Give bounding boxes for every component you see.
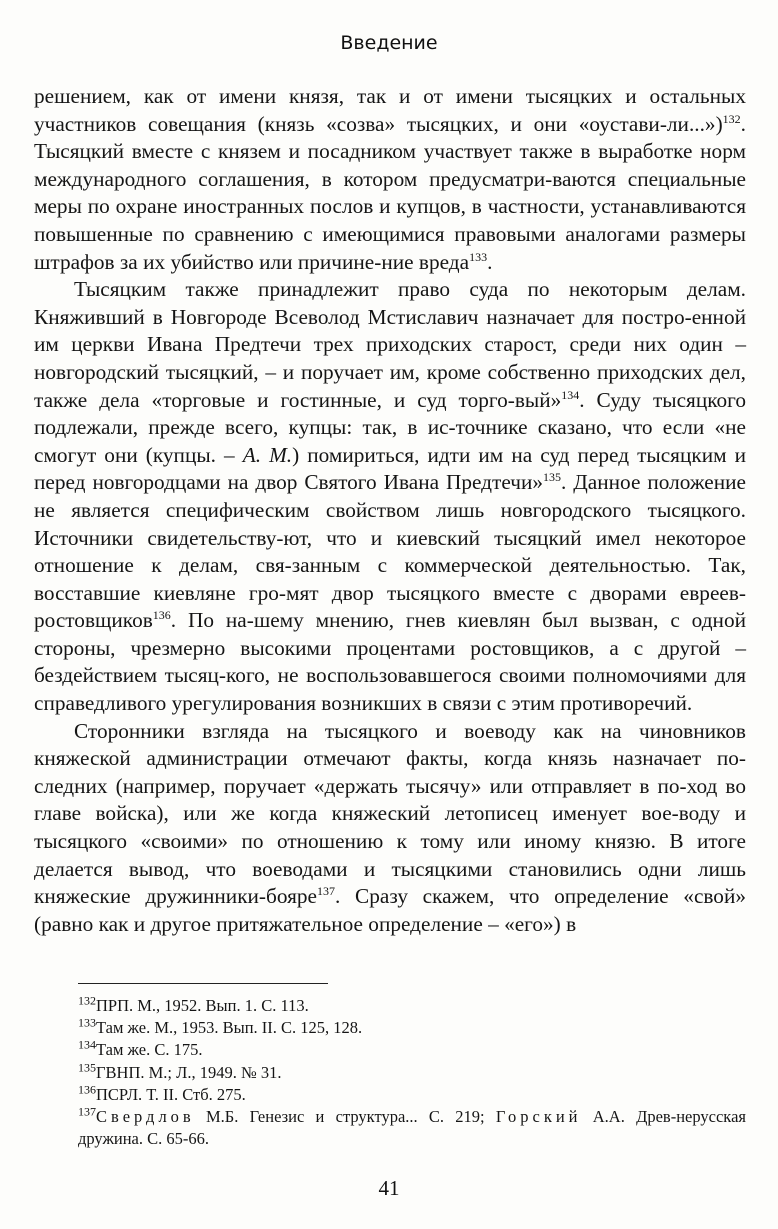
text-run: решением, как от имени князя, так и от имени тысяцких и остальных участников совещания (князь «созва» тысяцких, и они «оустави-ли...»): [34, 84, 746, 136]
text-run: ) помириться, идти им на суд перед тысяцким и перед новгородцами на двор Святого Ивана Предтечи»: [34, 442, 746, 495]
footnote-text: ПСРЛ. Т. II. Стб. 275.: [96, 1084, 246, 1104]
text-run: . По на-шему мнению, гнев киевлян был вызван, с одной стороны, чрезмерно высокими процентами ростовщиков, а с другой – бездействием тысяц-кого, не воспользовавшегося своими полномочиями для справедливого урегулирования возникших в связи с этим противоречий.: [34, 608, 746, 716]
footnote: [78, 1062, 746, 1084]
footnote-text: Там же. М., 1953. Вып. II. С. 125, 128.: [96, 1018, 363, 1038]
footnote-ref-135: 135: [543, 470, 562, 485]
footnote: [78, 995, 746, 1017]
footnote: [78, 1084, 746, 1106]
footnote-number: 132: [78, 993, 96, 1008]
footnote-number: 135: [78, 1060, 96, 1075]
footnote-text: ПРП. М., 1952. Вып. 1. С. 113.: [96, 996, 309, 1015]
cited-author: Свердлов: [96, 1107, 195, 1127]
footnote: [78, 1017, 746, 1039]
footnote-ref-137: 137: [317, 884, 336, 899]
text-run: Сторонники взгляда на тысяцкого и воеводу как на чиновников княжеской администрации отмечают факты, когда князь назначает по-следних (например, поручает «держать тысячу» или отправляет в по-ход во главе войска), или же когда княжеский летописец именует вое-воду и тысяцкого «своими» по отношению к тому или иному князю. В итоге делается вывод, что воеводами и тысяцкими становились одни лишь княжеские дружинники-бояре: [34, 718, 746, 909]
footnote-ref-134: 134: [561, 387, 580, 402]
footnote-divider: [78, 983, 328, 984]
text-run: . Тысяцкий вместе с князем и посадником участвует также в выработке норм международного соглашения, в котором предусматри-ваются специальные меры по охране иностранных послов и купцов, в частности, устанавливаются повышенные по сравнению с имеющимися правовыми аналогами размеры штрафов за их убийство или причине-ние вреда: [34, 111, 746, 274]
text-run: . Сразу скажем, что определение «свой» (равно как и другое притяжательное определение – «его») в: [34, 884, 746, 936]
text-run: .: [487, 249, 493, 274]
paragraph-3: [34, 718, 746, 939]
footnote-text: М.Б. Генезис и структура... С. 219;: [194, 1107, 496, 1127]
footnote-number: 136: [78, 1082, 96, 1097]
footnote: [78, 1039, 746, 1061]
main-text: [34, 83, 746, 938]
footnote-text: Там же. С. 175.: [96, 1040, 203, 1060]
text-run: . Суду тысяцкого подлежали, прежде всего, купцы: так, в ис-точнике сказано, что если «не смогут они (купцы. –: [34, 387, 747, 467]
footnote-ref-133: 133: [469, 249, 488, 264]
footnotes: [78, 995, 746, 1150]
footnote-number: 137: [78, 1104, 96, 1119]
footnote-ref-132: 132: [722, 111, 741, 126]
footnote-text: ГВНП. М.; Л., 1949. № 31.: [96, 1062, 282, 1082]
footnote-ref-136: 136: [152, 608, 171, 623]
paragraph-2: [34, 276, 746, 718]
footnote: [78, 1106, 746, 1150]
page-number: 41: [378, 1176, 400, 1200]
text-run: Тысяцким также принадлежит право суда по некоторым делам. Княживший в Новгороде Всеволод Мстиславич назначает для постро-енной им церкви Ивана Предтечи трех приходских старост, среди них один – новгородский тысяцкий, – и поручает им, кроме собственно приходских дел, также дела «торговые и гостинные, и суд торго-вый»: [34, 277, 746, 412]
text-run: . Данное положение не является специфическим свойством лишь новгородского тысяцкого. Источники свидетельству-ют, что и киевский тысяцкий имел некоторое отношение к делам, свя-занным с коммерческой деятельностью. Так, восставшие киевляне гро-мят двор тысяцкого вместе с дворами евреев-ростовщиков: [34, 470, 746, 633]
author-initials: А. М.: [242, 442, 293, 467]
footnote-number: 133: [78, 1015, 96, 1030]
running-header: Введение: [340, 32, 438, 54]
footnote-number: 134: [78, 1037, 96, 1052]
footnote-text: А.А. Древ-нерусская дружина. С. 65-66.: [78, 1107, 746, 1149]
cited-author: Горский: [495, 1107, 582, 1127]
paragraph-1: [34, 83, 746, 276]
